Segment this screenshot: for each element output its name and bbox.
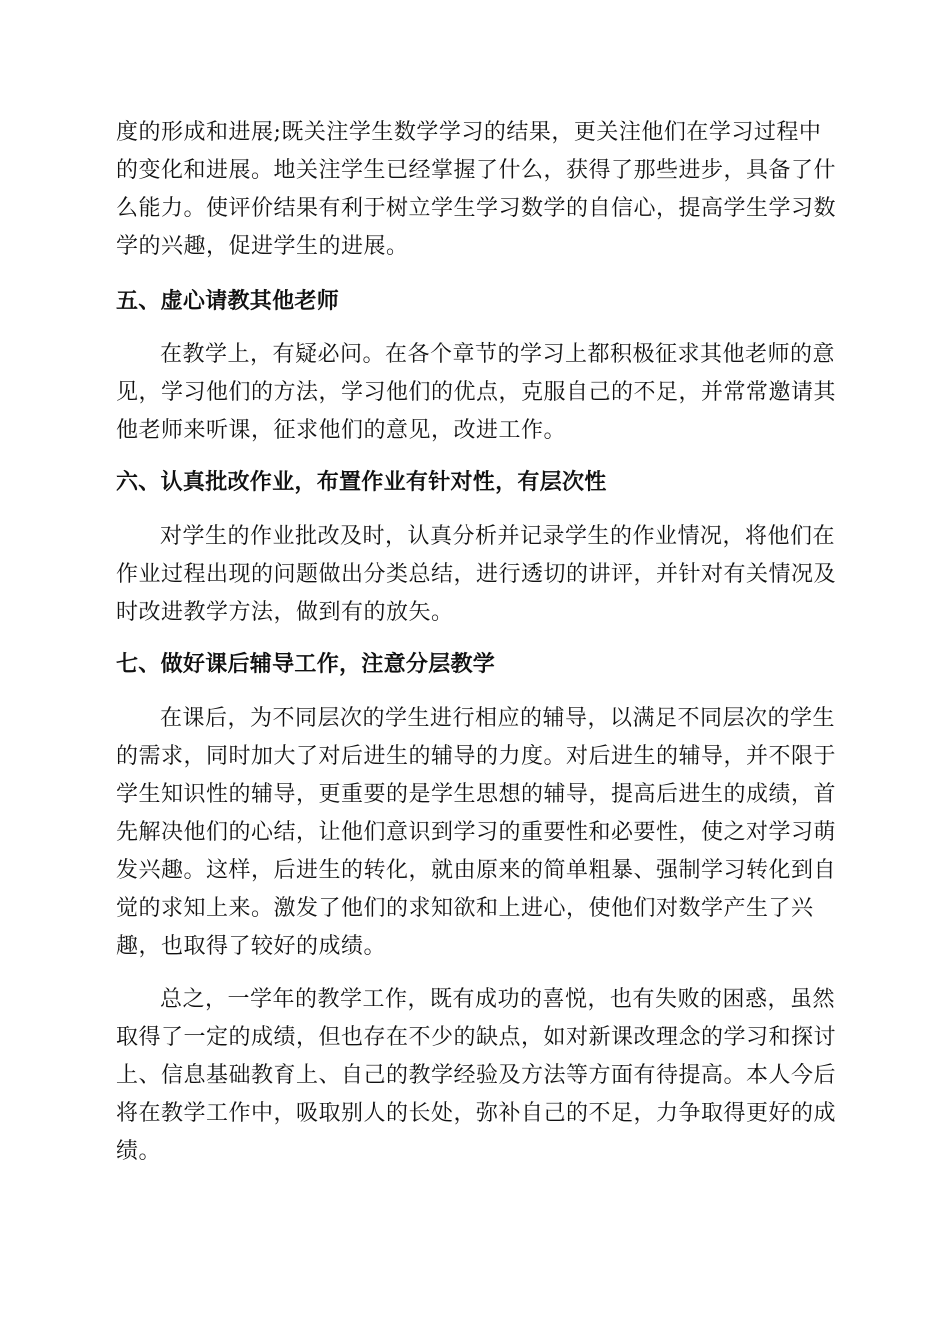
text-line: 么能力。使评价结果有利于树立学生学习数学的自信心，提高学生学习数 [116, 196, 837, 221]
text-line: 觉的求知上来。激发了他们的求知欲和上进心，使他们对数学产生了兴 [116, 896, 814, 921]
text-line: 绩。 [116, 1139, 162, 1164]
text-line: 学的兴趣，促进学生的进展。 [116, 234, 409, 259]
section-heading-5: 五、虚心请教其他老师 [116, 289, 340, 314]
text-line: 的需求，同时加大了对后进生的辅导的力度。对后进生的辅导，并不限于 [116, 744, 837, 769]
text-line: 在教学上，有疑必问。在各个章节的学习上都积极征求其他老师的意 [160, 342, 836, 367]
text-line: 取得了一定的成绩，但也存在不少的缺点，如对新课改理念的学习和探讨 [116, 1025, 837, 1050]
section-7-paragraph [116, 700, 836, 966]
text-line: 度的形成和进展;既关注学生数学学习的结果，更关注他们在学习过程中 [116, 120, 822, 145]
text-line: 的变化和进展。地关注学生已经掌握了什么，获得了那些进步，具备了什 [116, 158, 837, 183]
section-6-paragraph [116, 518, 836, 632]
text-line: 时改进教学方法，做到有的放矢。 [116, 600, 454, 625]
text-line: 在课后，为不同层次的学生进行相应的辅导，以满足不同层次的学生 [160, 706, 836, 731]
text-line: 先解决他们的心结，让他们意识到学习的重要性和必要性，使之对学习萌 [116, 820, 837, 845]
text-line: 发兴趣。这样，后进生的转化，就由原来的简单粗暴、强制学习转化到自 [116, 858, 837, 883]
text-line: 学生知识性的辅导，更重要的是学生思想的辅导，提高后进生的成绩，首 [116, 782, 837, 807]
section-heading-7: 七、做好课后辅导工作，注意分层教学 [116, 652, 496, 677]
section-5-paragraph [116, 336, 836, 450]
text-line: 总之，一学年的教学工作，既有成功的喜悦，也有失败的困惑，虽然 [160, 987, 836, 1012]
text-line: 上、信息基础教育上、自己的教学经验及方法等方面有待提高。本人今后 [116, 1063, 837, 1088]
conclusion-paragraph [116, 981, 836, 1171]
text-line: 趣，也取得了较好的成绩。 [116, 934, 387, 959]
intro-paragraph [116, 114, 836, 266]
text-line: 作业过程出现的问题做出分类总结，进行透切的讲评，并针对有关情况及 [116, 562, 837, 587]
text-line: 见，学习他们的方法，学习他们的优点，克服自己的不足，并常常邀请其 [116, 380, 837, 405]
text-line: 他老师来听课，征求他们的意见，改进工作。 [116, 418, 567, 443]
text-line: 将在教学工作中，吸取别人的长处，弥补自己的不足，力争取得更好的成 [116, 1101, 837, 1126]
section-heading-6: 六、认真批改作业，布置作业有针对性，有层次性 [116, 470, 607, 495]
text-line: 对学生的作业批改及时，认真分析并记录学生的作业情况，将他们在 [160, 524, 836, 549]
